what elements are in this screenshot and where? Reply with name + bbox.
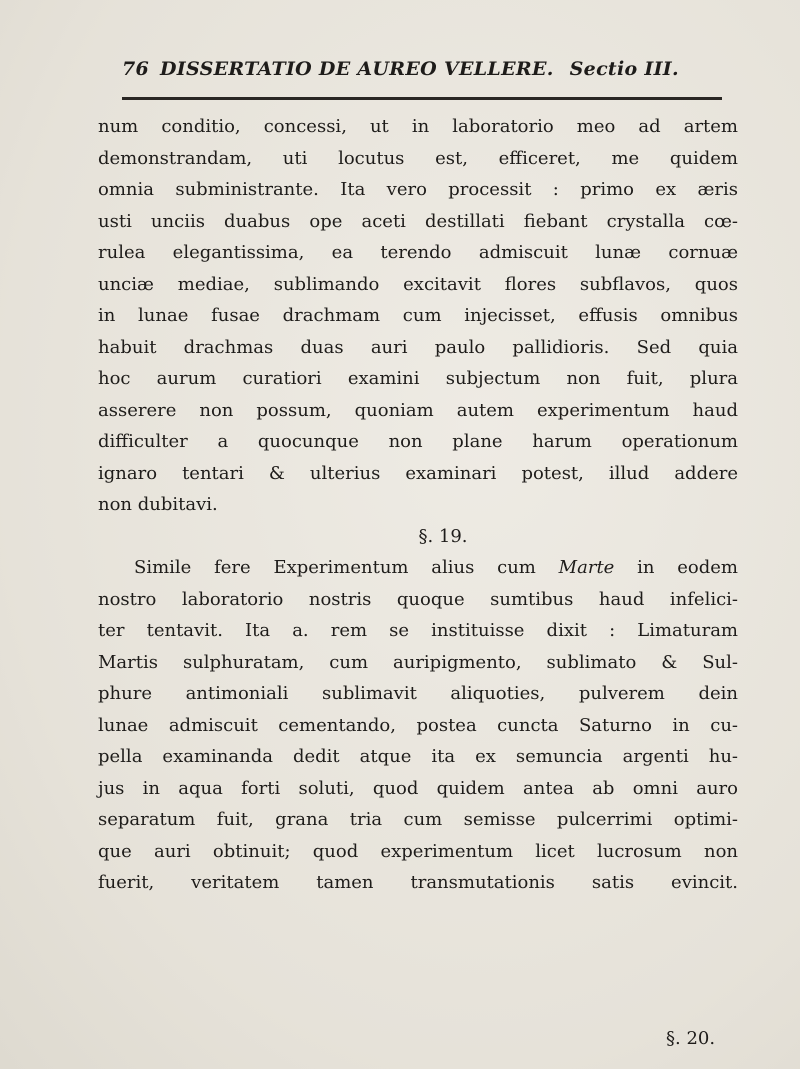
text-line: difficulter a quocunque non plane harum operationum <box>98 431 738 452</box>
text-line: nostro laboratorio nostris quoque sumtibus haud infelici- <box>98 588 738 610</box>
text-line: in lunae fusae drachmam cum injecisset, effusis omnibus <box>98 305 738 326</box>
text-line: separatum fuit, grana tria cum semisse pulcerrimi optimi- <box>98 809 738 830</box>
italic-word: Marte <box>558 557 615 578</box>
catchword: §. 20. <box>666 1028 716 1049</box>
text-line: ignaro tentari & ulterius examinari potest, illud addere <box>98 462 738 484</box>
text-line: asserere non possum, quoniam autem experimentum haud <box>98 399 738 421</box>
text-line: usti unciis duabus ope aceti destillati fiebant crystalla cœ- <box>98 210 738 232</box>
running-title: DISSERTATIO DE AUREO VELLERE. <box>160 58 554 80</box>
text-line: non dubitavi. <box>98 494 218 515</box>
text-line: habuit drachmas duas auri paulo pallidioris. Sed quia <box>98 336 738 358</box>
text-line: demonstrandam, uti locutus est, efficeret, me quidem <box>98 147 738 169</box>
text-line: fuerit, veritatem tamen transmutationis satis evincit. <box>98 872 738 893</box>
text-line: unciæ mediae, sublimando excitavit flores subflavos, quos <box>98 273 738 295</box>
text-line: num conditio, concessi, ut in laboratorio meo ad artem <box>98 116 738 137</box>
text-fragment: in eodem <box>637 557 738 578</box>
paragraph-1 <box>98 111 738 521</box>
header-rule <box>122 97 722 100</box>
text-line: que auri obtinuit; quod experimentum licet lucrosum non <box>98 840 738 862</box>
text-line: pella examinanda dedit atque ita ex semuncia argenti hu- <box>98 746 738 767</box>
text-line: Martis sulphuratam, cum auripigmento, sublimato & Sul- <box>98 651 738 673</box>
text-line-first <box>98 552 738 584</box>
text-line: ter tentavit. Ita a. rem se instituisse dixit : Limaturam <box>98 620 738 641</box>
text-line: lunae admiscuit cementando, postea cuncta Saturno in cu- <box>98 714 738 736</box>
text-line: rulea elegantissima, ea terendo admiscuit lunæ cornuæ <box>98 242 738 263</box>
section-heading: §. 19. <box>418 525 468 547</box>
text-line: phure antimoniali sublimavit aliquoties, pulverem dein <box>98 683 738 704</box>
text-line: jus in aqua forti soluti, quod quidem antea ab omni auro <box>98 777 738 799</box>
text-line: omnia subministrante. Ita vero processit : primo ex æris <box>98 179 738 200</box>
paragraph-2 <box>98 552 738 899</box>
text-fragment: Simile fere Experimentum alius cum <box>134 557 536 578</box>
text-line: hoc aurum curatiori examini subjectum non fuit, plura <box>98 368 738 389</box>
page-number: 76 <box>122 58 150 80</box>
running-head <box>122 58 722 80</box>
body-text <box>98 111 738 899</box>
section-label: Sectio III. <box>569 58 679 80</box>
